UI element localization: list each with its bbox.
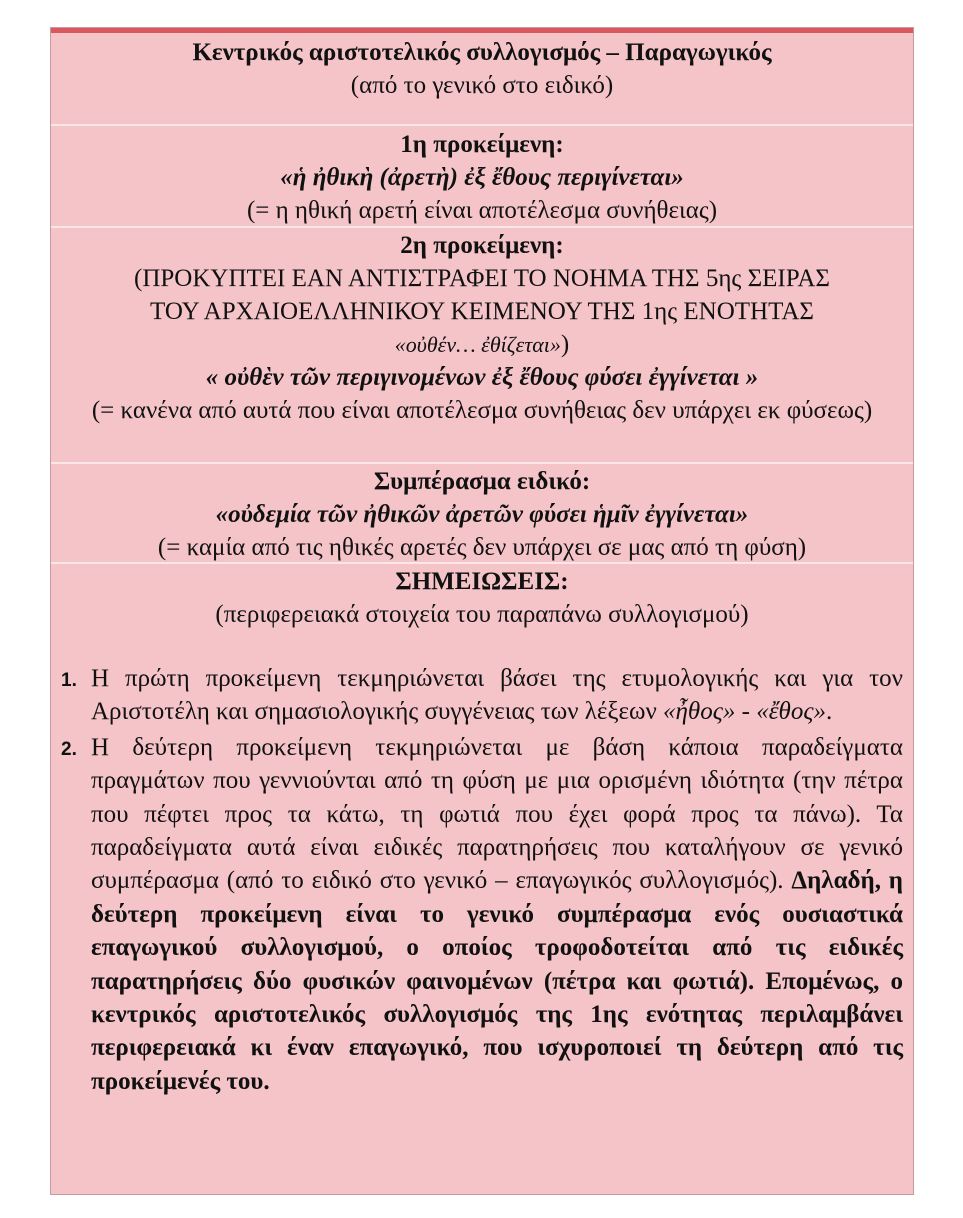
premise2-heading: 2η προκείμενη: [400,232,564,259]
premise2-explanation: (= κανένα από αυτά που είναι αποτέλεσμα συνήθειας δεν υπάρχει εκ φύσεως) [91,397,873,424]
note-end: . [825,698,833,726]
notes-list [61,662,903,1100]
notes-header-section [51,565,913,631]
note-item [61,731,903,1098]
document-subtitle: (από το γενικό στο ειδικό) [350,72,614,99]
note-body: Η πρώτη προκείμενη τεκμηριώνεται βάσει της ετυμολογικής και για τον Αριστοτέλη και σημασιολογικής συγγένειας των λέξεων [91,665,903,726]
document-title: Κεντρικός αριστοτελικός συλλογισμός – Παραγωγικός [192,39,772,66]
section-divider [51,562,913,564]
premise2-note-close: ) [560,331,570,358]
note-text [91,731,903,1098]
conclusion-explanation: (= καμία από τις ηθικές αρετές δεν υπάρχει σε μας από τη φύση) [157,534,807,561]
note-separator: - [735,698,757,726]
note-quote-ethos-habit: «ἔθος» [756,698,826,726]
premise2-note-line1: (ΠΡΟΚΥΠΤΕΙ ΕΑΝ ΑΝΤΙΣΤΡΑΦΕΙ ΤΟ ΝΟΗΜΑ ΤΗΣ 5ης ΣΕΙΡΑΣ [134,265,830,292]
note-text [91,662,903,729]
conclusion-heading: Συμπέρασμα ειδικό: [373,468,591,495]
premise1-quote: «ἡ ἠθικὴ (ἀρετὴ) ἐξ ἔθους περιγίνεται» [280,164,684,191]
premise2-section [51,229,913,427]
document-page [50,27,914,1195]
premise2-note-quote: «οὐθέν… ἐθίζεται» [394,332,561,357]
conclusion-section [51,465,913,564]
premise1-explanation: (= η ηθική αρετή είναι αποτέλεσμα συνήθειας) [246,197,718,224]
note-number: 2. [61,738,77,760]
header-section [51,36,913,102]
section-divider [51,462,913,464]
note-item [61,662,903,729]
premise2-note-line2: ΤΟΥ ΑΡΧΑΙΟΕΛΛΗΝΙΚΟΥ ΚΕΙΜΕΝΟΥ ΤΗΣ 1ης ΕΝΟΤΗΤΑΣ [150,298,814,325]
premise2-quote: « οὐθὲν τῶν περιγινομένων ἐξ ἔθους φύσει ἐγγίνεται » [205,364,759,391]
conclusion-quote: «οὐδεμία τῶν ἠθικῶν ἀρετῶν φύσει ἡμῖν ἐγγίνεται» [215,501,749,528]
section-divider [51,226,913,228]
premise2-note-quote-line [51,328,913,361]
notes-subheading: (περιφερειακά στοιχεία του παραπάνω συλλογισμού) [215,601,749,628]
top-accent-bar [51,28,913,33]
premise1-section [51,128,913,227]
note-body: Η δεύτερη προκείμενη τεκμηριώνεται με βάση κάποια παραδείγματα πραγμάτων που γεννιούνται από τη φύση με μια ορισμένη ιδιότητα (την πέτρα που πέφτει προς τα κάτω, τη φωτιά που έχει φορά προς τα πάνω). Τα παραδείγματα αυτά είναι ειδικές παρατηρήσεις που καταλήγουν σε γενικό συμπέρασμα (από το ειδικό στο γενικό – επαγωγικός συλλογισμός). [91,733,903,895]
section-divider [51,124,913,126]
note-bold-conclusion: Δηλαδή, η δεύτερη προκείμενη είναι το γενικό συμπέρασμα ενός ουσιαστικά επαγωγικού συλλογισμού, ο οποίος τροφοδοτείται από τις ειδικές παρατηρήσεις δύο φυσικών φαινομένων (πέτρα και φωτιά). Επομένως, ο κεντρικός αριστοτελικός συλλογισμός της 1ης ενότητας περιλαμβάνει περιφερειακά κι έναν επαγωγικό, που ισχυροποιεί τη δεύτερη από τις προκείμενές του. [91,867,904,1095]
note-number: 1. [61,670,77,691]
premise1-heading: 1η προκείμενη: [400,131,564,158]
note-quote-ethos-character: «ἦθος» [663,698,736,726]
notes-heading: ΣΗΜΕΙΩΣΕΙΣ: [395,568,569,595]
